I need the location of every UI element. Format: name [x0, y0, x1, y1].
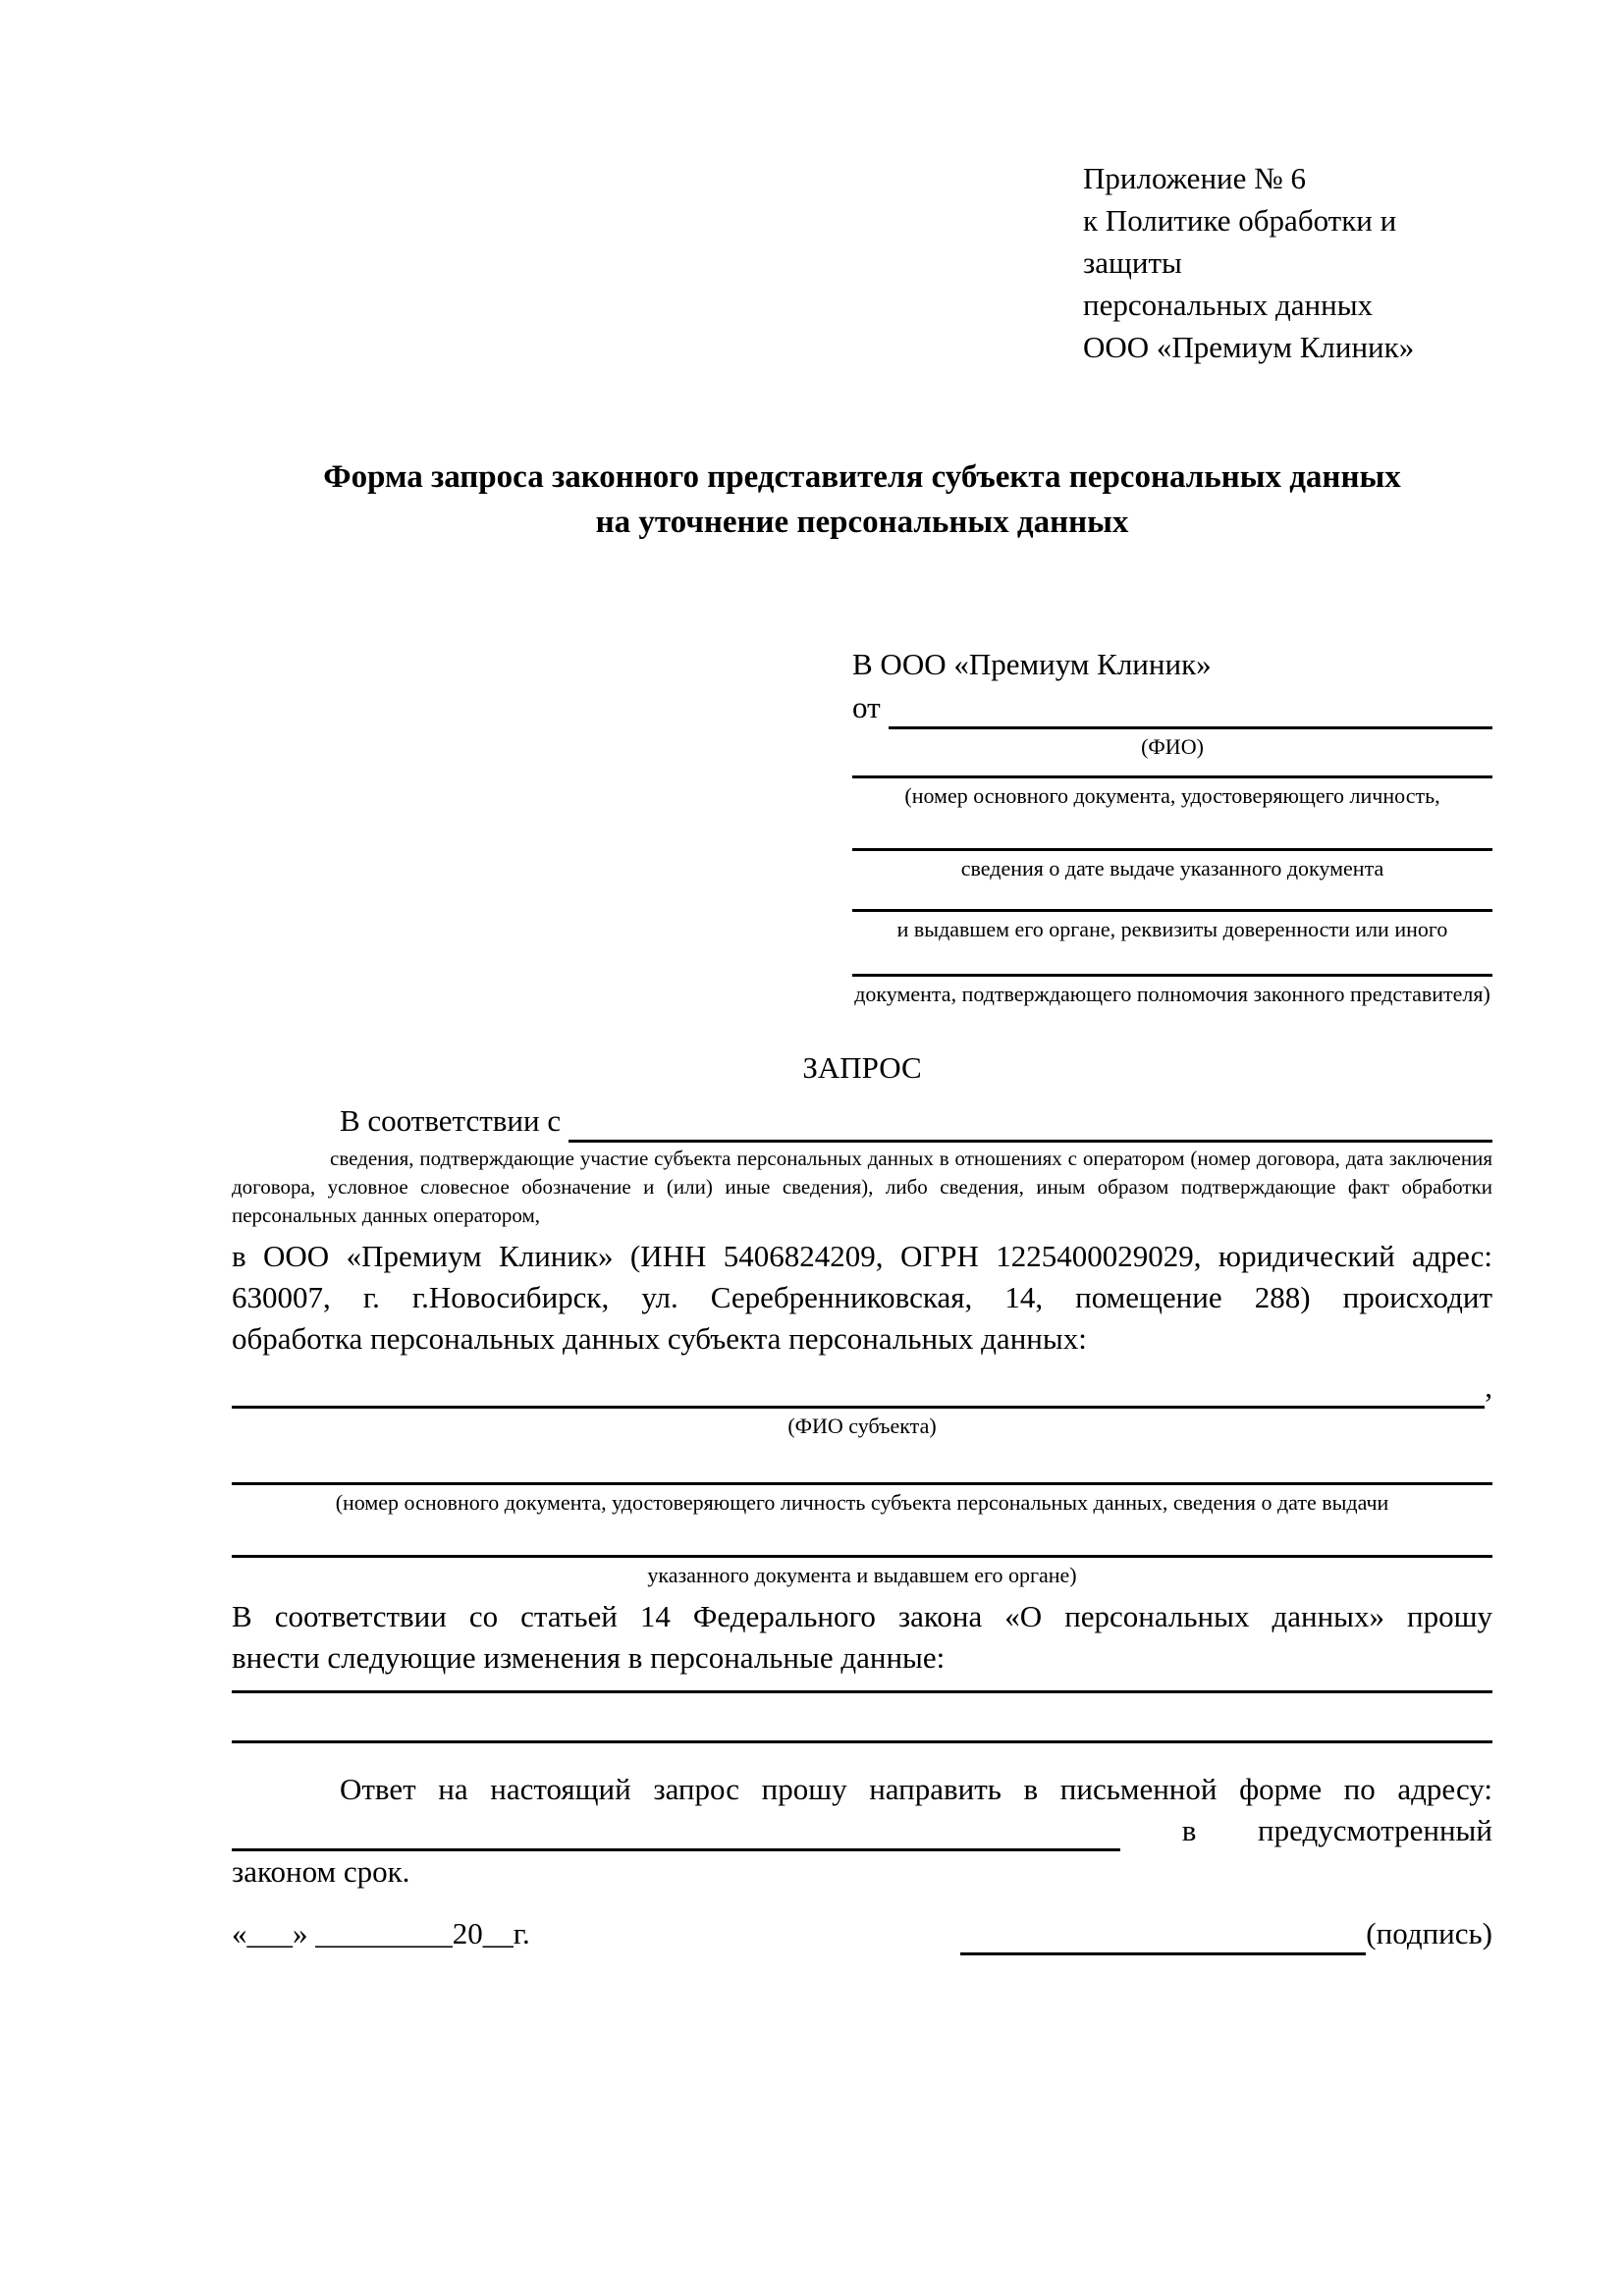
subject-fio-row	[232, 1365, 1492, 1409]
field-caption-subject-fio: (ФИО субъекта)	[787, 1414, 937, 1438]
form-title-line: Форма запроса законного представителя субъекта персональных данных	[323, 459, 1401, 495]
subject-fio-blank-line	[232, 1368, 1485, 1409]
answer-paragraph-line: Ответ на настоящий запрос прошу направить в письменной форме по адресу:	[340, 1772, 1492, 1806]
field-caption-subject-doc: (номер основного документа, удостоверяющего личность субъекта персональных данных, сведения о дате выдачи	[335, 1490, 1389, 1515]
article-paragraph-line: внести следующие изменения в персональные данные:	[232, 1640, 946, 1675]
answer-paragraph	[232, 1769, 1492, 1893]
comma: ,	[1485, 1369, 1492, 1404]
field-caption: (номер основного документа, удостоверяющего личность,	[904, 783, 1440, 808]
answer-word: в	[1181, 1813, 1197, 1847]
operator-paragraph-line: в ООО «Премиум Клиник» (ИНН 5406824209, ОГРН 1225400029029, юридический адрес:	[232, 1239, 1492, 1273]
answer-word: предусмотренный	[1258, 1813, 1492, 1847]
operator-paragraph-line: 630007, г. г.Новосибирск, ул. Серебренниковская, 14, помещение 288) происходит	[232, 1280, 1492, 1314]
appendix-header-line: Приложение № 6	[1083, 161, 1306, 195]
blank-line	[852, 775, 1492, 778]
blank-line	[852, 909, 1492, 912]
form-title	[232, 454, 1492, 545]
addressee-from-row	[852, 686, 1492, 729]
blank-line	[232, 1740, 1492, 1743]
appendix-header	[1083, 157, 1492, 368]
field-caption-subject-doc: указанного документа и выдавшем его органе)	[647, 1563, 1077, 1587]
field-caption: документа, подтверждающего полномочия законного представителя)	[854, 982, 1490, 1006]
blank-line	[232, 1690, 1492, 1693]
operator-paragraph	[232, 1236, 1492, 1360]
field-caption: сведения о дате выдаче указанного документа	[960, 856, 1384, 881]
field-caption: и выдавшем его органе, реквизиты доверенности или иного	[896, 917, 1448, 941]
address-blank-line	[232, 1813, 1120, 1851]
signature-caption: (подпись)	[1366, 1916, 1492, 1950]
request-heading: ЗАПРОС	[802, 1050, 922, 1085]
accordance-row	[232, 1099, 1492, 1143]
fio-blank-line	[889, 689, 1492, 729]
blank-line	[232, 1555, 1492, 1558]
accordance-label: В соответствии с	[340, 1103, 562, 1138]
answer-paragraph-line: законом срок.	[232, 1854, 410, 1889]
article-paragraph	[232, 1596, 1492, 1679]
blank-line	[232, 1482, 1492, 1485]
from-label: от	[852, 690, 881, 724]
answer-address-row	[232, 1810, 1492, 1851]
blank-line	[852, 974, 1492, 977]
signature-blank-line	[960, 1915, 1366, 1955]
article-paragraph-line: В соответствии со статьей 14 Федерального закона «О персональных данных» прошу	[232, 1599, 1492, 1633]
accordance-blank-line	[568, 1102, 1492, 1143]
fine-print-note: сведения, подтверждающие участие субъекта персональных данных в отношениях с оператором (номер договора, дата заключения договора, условное словесное обозначение и (или) иные сведения), либо сведения, иным образом подтверждающие факт обработки персональных данных оператором,	[232, 1147, 1492, 1227]
signature-group	[960, 1912, 1492, 1955]
appendix-header-line: ООО «Премиум Клиник»	[1083, 330, 1415, 364]
field-caption-fio: (ФИО)	[1141, 734, 1204, 759]
appendix-header-line: к Политике обработки и защиты	[1083, 203, 1397, 280]
footer-row	[232, 1912, 1492, 1955]
date-line: «___» _________20__г.	[232, 1916, 530, 1950]
addressee-to: В ООО «Премиум Клиник»	[852, 647, 1212, 681]
operator-paragraph-line: обработка персональных данных субъекта персональных данных:	[232, 1321, 1087, 1356]
appendix-header-line: персональных данных	[1083, 288, 1374, 322]
addressee-block	[852, 643, 1492, 1007]
blank-line	[852, 848, 1492, 851]
form-title-line: на уточнение персональных данных	[595, 505, 1129, 540]
